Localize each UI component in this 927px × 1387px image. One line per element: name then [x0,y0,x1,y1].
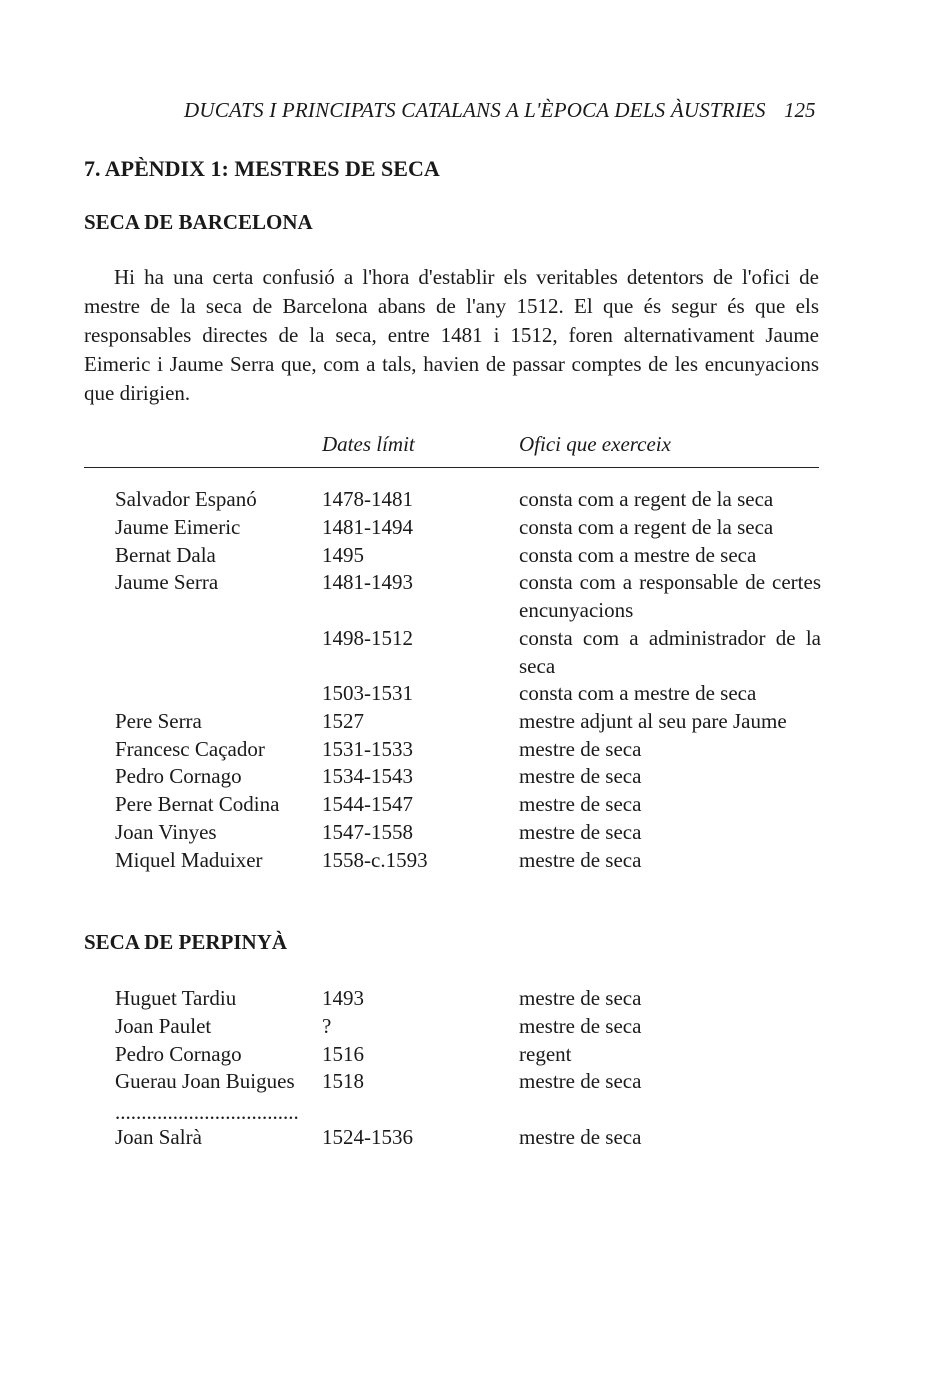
row-dates: 1518 [322,1069,364,1093]
row-dates: 1558-c.1593 [322,848,428,872]
table-row [0,1012,927,1040]
table-row [0,984,927,1012]
running-title: DUCATS I PRINCIPATS CATALANS A L'ÈPOCA DELS ÀUSTRIES [184,98,766,122]
table-row [0,541,927,569]
row-name: Salvador Espanó [115,487,257,511]
row-name: Huguet Tardiu [115,986,237,1010]
row-name: Jaume Eimeric [115,515,241,539]
table-rule [84,467,819,468]
row-name: Miquel Maduixer [115,848,263,872]
row-name: Pere Serra [115,709,202,733]
row-name: Jaume Serra [115,570,219,594]
row-name: Francesc Caçador [115,737,265,761]
table-row [0,624,927,678]
row-office: consta com a regent de la seca [519,487,774,511]
row-dates: 1503-1531 [322,681,413,705]
row-office: mestre de seca [519,986,642,1010]
table-row [0,679,927,707]
row-office: consta com a mestre de seca [519,543,757,567]
row-dates: 1481-1493 [322,570,413,594]
row-office: mestre de seca [519,737,642,761]
row-name: Guerau Joan Buigues [115,1069,295,1093]
table-row [0,568,927,622]
row-name: Bernat Dala [115,543,216,567]
table-row [0,707,927,735]
row-office: regent [519,1042,572,1066]
intro-paragraph: Hi ha una certa confusió a l'hora d'establir els veritables detentors de l'ofici de mestre de la seca de Barcelona abans de l'any 1512. El que és segur és que els responsables directes de la seca, entre 1481 i 1512, foren alternativament Jaume Eimeric i Jaume Serra que, com a tals, havien de passar comptes de les encunyacions que dirigien. [84,265,819,405]
table-row [0,485,927,513]
page-number: 125 [784,98,816,122]
row-office: mestre de seca [519,820,642,844]
row-office: consta com a mestre de seca [519,681,757,705]
row-office: consta com a regent de la seca [519,515,774,539]
row-dates: 1544-1547 [322,792,413,816]
row-dates: 1495 [322,543,364,567]
table-row [0,1067,927,1095]
row-name: Joan Paulet [115,1014,212,1038]
column-header-office: Ofici que exerceix [519,432,671,456]
row-office: mestre de seca [519,848,642,872]
row-dates: 1498-1512 [322,626,413,650]
row-dates: 1547-1558 [322,820,413,844]
row-office: consta com a administrador de la seca [519,626,821,678]
row-name: Pedro Cornago [115,1042,242,1066]
row-office: mestre de seca [519,1014,642,1038]
row-name: Joan Salrà [115,1125,202,1149]
table-row [0,1123,927,1151]
row-dates: 1534-1543 [322,764,413,788]
row-dates: 1527 [322,709,364,733]
section-title-barcelona: SECA DE BARCELONA [84,210,313,234]
appendix-title: 7. APÈNDIX 1: MESTRES DE SECA [84,156,440,181]
ellipsis-separator: ................................... [115,1100,299,1124]
row-office: mestre de seca [519,764,642,788]
row-dates: 1493 [322,986,364,1010]
row-name: Pere Bernat Codina [115,792,280,816]
row-office: mestre de seca [519,792,642,816]
row-dates: 1531-1533 [322,737,413,761]
table-row [0,846,927,874]
section-title-perpinya: SECA DE PERPINYÀ [84,930,288,954]
row-office: mestre adjunt al seu pare Jaume [519,709,787,733]
column-header-dates: Dates límit [322,432,415,456]
table-row [0,513,927,541]
row-dates: ? [322,1014,332,1038]
table-row [0,818,927,846]
row-dates: 1524-1536 [322,1125,413,1149]
table-row [0,735,927,763]
table-row [0,1040,927,1068]
row-dates: 1516 [322,1042,364,1066]
row-dates: 1478-1481 [322,487,413,511]
row-office: consta com a responsable de certes encunyacions [519,570,821,622]
table-row [0,790,927,818]
row-office: mestre de seca [519,1125,642,1149]
row-dates: 1481-1494 [322,515,413,539]
row-name: Pedro Cornago [115,764,242,788]
table-row [0,762,927,790]
row-name: Joan Vinyes [115,820,217,844]
row-office: mestre de seca [519,1069,642,1093]
